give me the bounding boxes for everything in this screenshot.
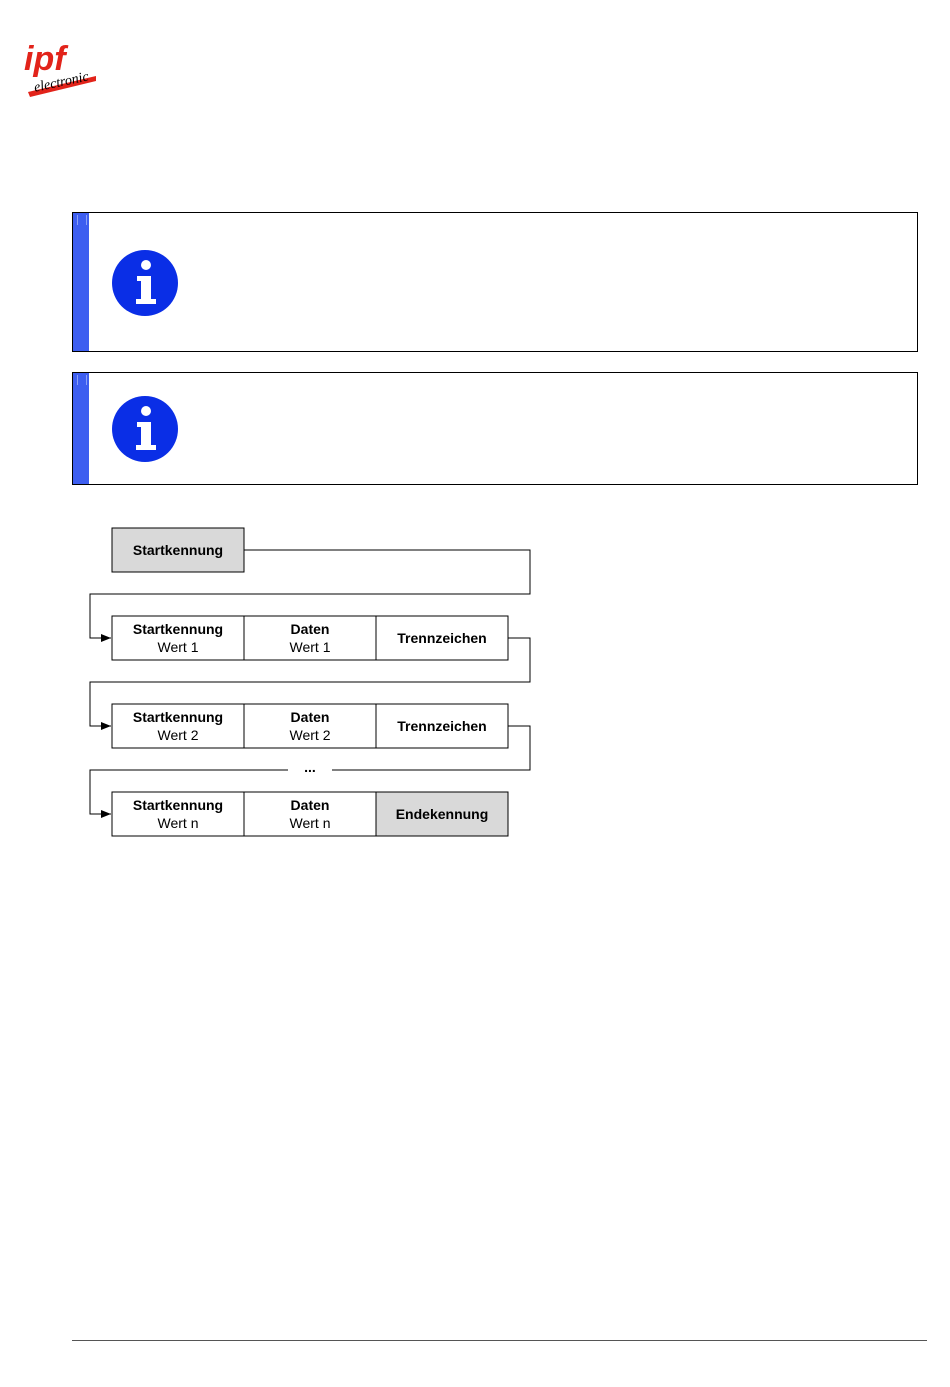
cell-sub: Wert 1 — [289, 639, 331, 655]
protocol-diagram — [0, 520, 560, 850]
separator-label: Trennzeichen — [397, 718, 487, 734]
info-accent-bar — [73, 373, 89, 484]
cell-sub: Wert 2 — [157, 727, 199, 743]
info-note-box — [72, 372, 918, 485]
logo-subtitle: electronic — [32, 69, 91, 96]
cell-title: Daten — [290, 709, 330, 725]
cell-sub: Wert 1 — [157, 639, 199, 655]
logo-wordmark: ipf — [24, 40, 66, 78]
cell-title: Startkennung — [132, 621, 224, 637]
info-note-box — [72, 212, 918, 352]
ellipsis: ... — [304, 759, 316, 775]
frame-row — [112, 616, 508, 660]
cell-title: Startkennung — [132, 797, 224, 813]
cell-sub: Wert 2 — [289, 727, 331, 743]
info-accent-bar — [73, 213, 89, 351]
info-icon — [111, 395, 179, 463]
footer-rule — [72, 1340, 927, 1341]
separator-label: Trennzeichen — [397, 630, 487, 646]
cell-title: Daten — [290, 621, 330, 637]
info-icon — [111, 249, 179, 317]
ipf-electronic-logo — [22, 40, 100, 98]
end-label: Endekennung — [395, 806, 489, 822]
start-box — [112, 528, 244, 572]
start-box-label: Startkennung — [132, 542, 224, 558]
cell-title: Daten — [290, 797, 330, 813]
cell-title: Startkennung — [132, 709, 224, 725]
frame-row — [112, 704, 508, 748]
cell-sub: Wert n — [289, 815, 331, 831]
cell-sub: Wert n — [157, 815, 199, 831]
frame-row — [112, 792, 508, 836]
